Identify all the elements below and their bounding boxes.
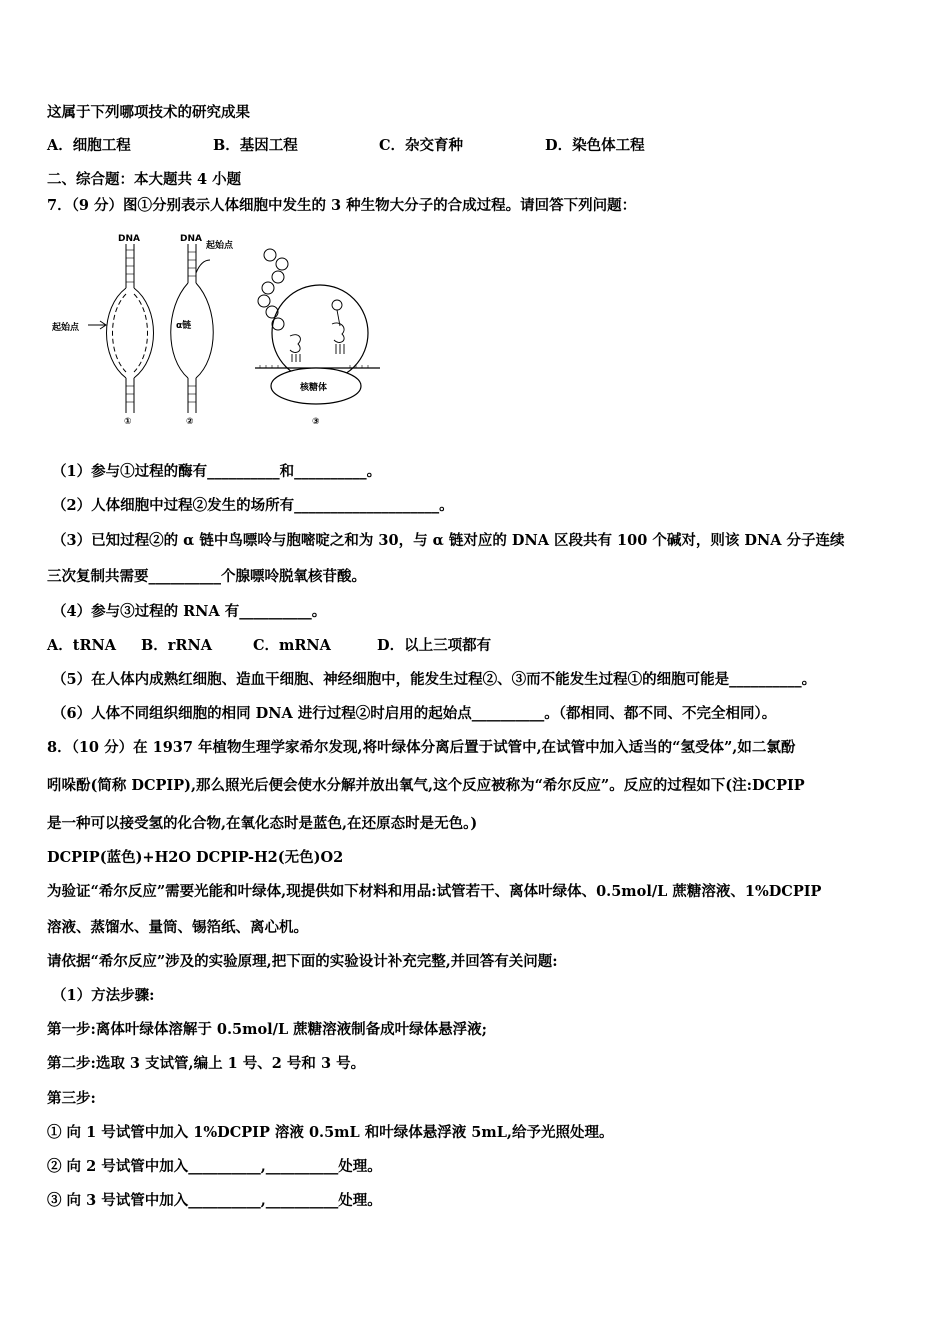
option-trna: A．tRNA <box>47 637 117 654</box>
question-7-part-5: （5）在人体内成熟红细胞、造血干细胞、神经细胞中，能发生过程②、③而不能发生过程①的细胞可能是__________。 <box>52 671 817 688</box>
method-heading: （1）方法步骤: <box>52 987 155 1004</box>
ribosome-label: 核糖体 <box>300 383 328 393</box>
dna-rungs-1 <box>126 250 134 402</box>
option-c: C．杂交育种 <box>379 137 464 154</box>
option-all: D．以上三项都有 <box>377 637 492 654</box>
step-3-heading: 第三步: <box>47 1090 96 1107</box>
step-3-item-2: ② 向 2 号试管中加入__________,__________处理。 <box>47 1158 382 1175</box>
trna-molecules <box>290 300 344 362</box>
question-7-part-3a: （3）已知过程②的 α 链中鸟嘌呤与胞嘧啶之和为 30，与 α 链对应的 DNA 区段共有 100 个碱对，则该 DNA 分子连续 <box>52 532 845 549</box>
step-3-item-3: ③ 向 3 号试管中加入__________,__________处理。 <box>47 1192 382 1209</box>
question-6-options <box>47 136 645 156</box>
option-b: B．基因工程 <box>213 137 298 154</box>
question-8-instruction: 请依据“希尔反应”涉及的实验原理,把下面的实验设计补充完整,并回答有关问题: <box>47 953 558 970</box>
panel-number-3: ③ <box>312 417 320 427</box>
option-mrna: C．mRNA <box>253 637 331 654</box>
option-d: D．染色体工程 <box>545 137 645 154</box>
question-8-materials-1: 为验证“希尔反应”需要光能和叶绿体,现提供如下材料和用品:试管若干、离体叶绿体、0.5mol/L 蔗糖溶液、1%DCPIP <box>47 883 822 900</box>
origin-arrow-left <box>88 321 106 329</box>
question-8-materials-2: 溶液、蒸馏水、量筒、锡箔纸、离心机。 <box>47 919 308 936</box>
question-7-part-4: （4）参与③过程的 RNA 有__________。 <box>52 603 327 620</box>
question-7-part-2: （2）人体细胞中过程②发生的场所有____________________。 <box>52 497 454 514</box>
step-1: 第一步:离体叶绿体溶解于 0.5mol/L 蔗糖溶液制备成叶绿体悬浮液; <box>47 1021 488 1038</box>
option-a: A．细胞工程 <box>47 137 131 154</box>
question-6-tail: 这属于下列哪项技术的研究成果 <box>47 104 250 121</box>
question-8-line-2: 吲哚酚(简称 DCPIP),那么照光后便会使水分解并放出氧气,这个反应被称为“希尔反应”。反应的过程如下(注:DCPIP <box>47 777 805 794</box>
dna-replication-bubble <box>107 244 154 413</box>
question-8-line-3: 是一种可以接受氢的化合物,在氧化态时是蓝色,在还原态时是无色。) <box>47 815 478 832</box>
ribosome-large-subunit <box>272 285 368 381</box>
question-7-part-6: （6）人体不同组织细胞的相同 DNA 进行过程②时启用的起始点__________。（都相同、都不同、不完全相同）。 <box>52 705 777 722</box>
peptide-chain <box>258 249 288 330</box>
reaction-equation: DCPIP(蓝色)+H2O DCPIP-H2(无色)O2 <box>47 849 344 866</box>
section-heading: 二、综合题：本大题共 4 小题 <box>47 171 242 188</box>
dna-label-1: DNA <box>118 234 140 244</box>
option-rrna: B．rRNA <box>141 637 212 654</box>
alpha-chain-label: α链 <box>176 321 192 331</box>
panel-number-2: ② <box>186 417 194 427</box>
question-7-stem: 7．（9 分）图①分别表示人体细胞中发生的 3 种生物大分子的合成过程。请回答下列问题： <box>47 197 637 214</box>
question-8-line-1: 8．（10 分）在 1937 年植物生理学家希尔发现,将叶绿体分离后置于试管中,在试管中加入适当的“氢受体”,如二氯酚 <box>47 739 796 756</box>
question-7-part-4-options <box>47 636 491 656</box>
step-2: 第二步:选取 3 支试管,编上 1 号、2 号和 3 号。 <box>47 1055 366 1072</box>
question-7-part-1: （1）参与①过程的酶有__________和__________。 <box>52 463 382 480</box>
origin-label-left: 起始点 <box>52 323 80 333</box>
step-3-item-1: ① 向 1 号试管中加入 1%DCPIP 溶液 0.5mL 和叶绿体悬浮液 5mL,给予光照处理。 <box>47 1124 614 1141</box>
panel-number-1: ① <box>124 417 132 427</box>
origin-label-right: 起始点 <box>206 241 234 251</box>
question-7-part-3b: 三次复制共需要__________个腺嘌呤脱氧核苷酸。 <box>47 568 366 585</box>
dna-label-2: DNA <box>180 234 202 244</box>
synthesis-diagram <box>50 228 380 428</box>
